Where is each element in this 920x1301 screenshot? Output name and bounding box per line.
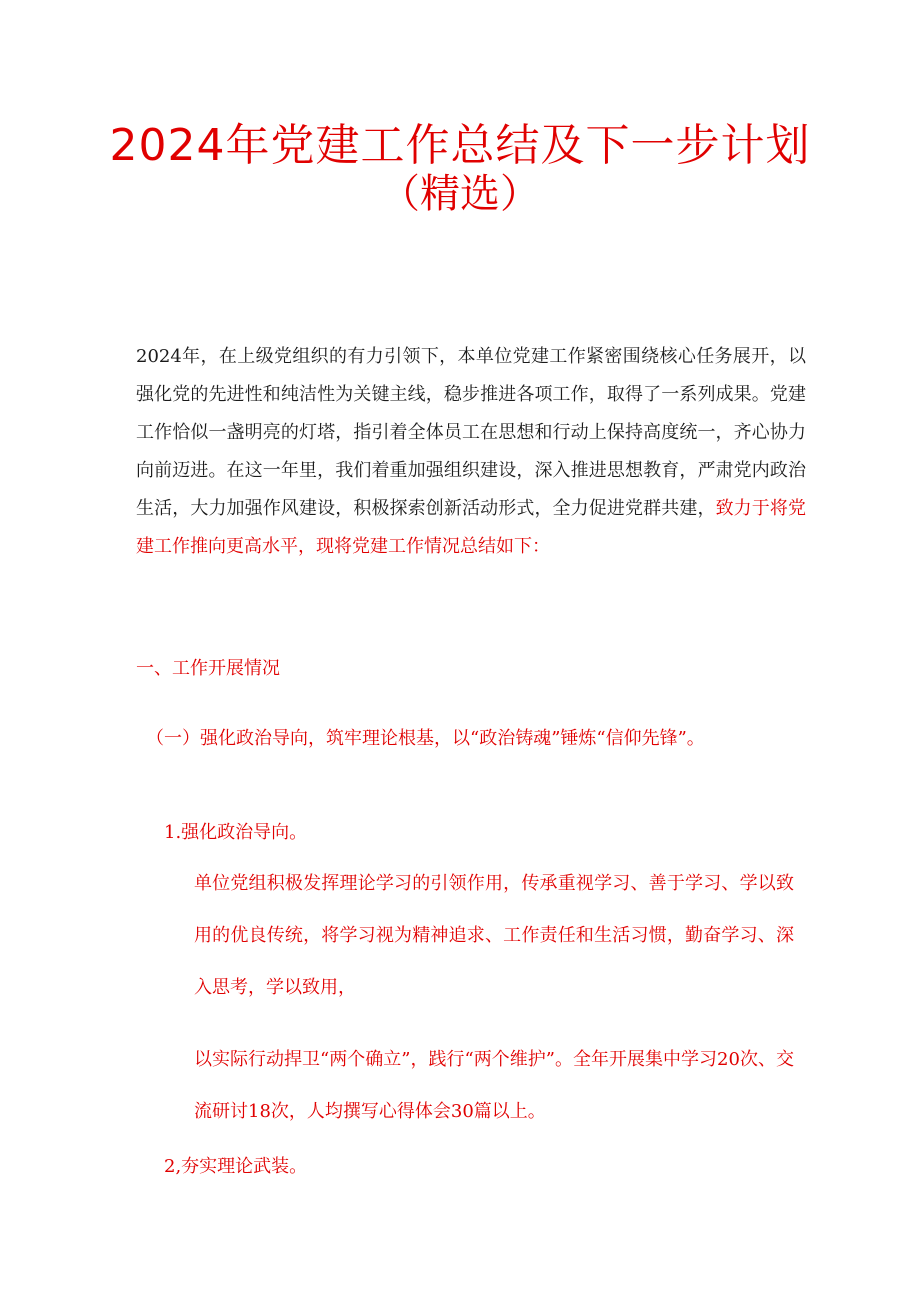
document-title: 2024年党建工作总结及下一步计划 [109,120,811,171]
intro-highlight-text: 致力于将党建工作推向更高水平，现将党建工作情况总结如下： [136,498,807,557]
document-subtitle: （精选） [380,171,540,217]
item-1-paragraph-2: 以实际行动捍卫“两个确立”，践行“两个维护”。全年开展集中学习20次、交流研讨18次，人均撰写心得体会30篇以上。 [194,1049,794,1122]
intro-text: 2024年，在上级党组织的有力引领下，本单位党建工作紧密围绕核心任务展开，以强化党的先进性和纯洁性为关键主线，稳步推进各项工作，取得了一系列成果。党建工作恰似一盏明亮的灯塔，指引着全体员工在思想和行动上保持高度统一，齐心协力向前迈进。在这一年里，我们着重加强组织建设，深入推进思想教育，严肃党内政治生活，大力加强作风建设，积极探索创新活动形式，全力促进党群共建， [136,346,806,519]
subsection-heading: （一）强化政治导向，筑牢理论根基，以“政治铸魂”锤炼“信仰先锋”。 [146,728,705,749]
item-1-paragraph-1: 单位党组积极发挥理论学习的引领作用，传承重视学习、善于学习、学以致用的优良传统，将学习视为精神追求、工作责任和生活习惯，勤奋学习、深入思考，学以致用， [194,873,794,998]
item-heading-2: 2,夯实理论武装。 [164,1156,308,1177]
item-heading-1: 1.强化政治导向。 [164,822,308,843]
intro-paragraph [136,338,806,566]
section-heading: 一、工作开展情况 [136,658,280,679]
